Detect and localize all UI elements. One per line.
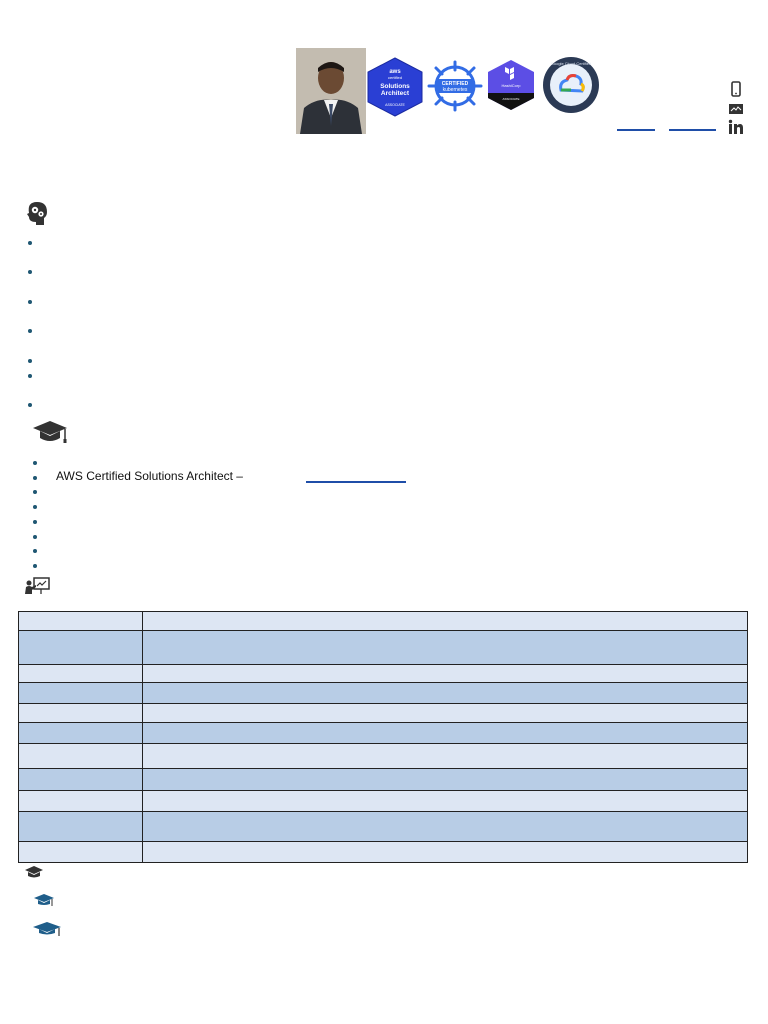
- table-row: [19, 769, 748, 791]
- aws-certification-text: AWS Certified Solutions Architect –: [56, 469, 243, 483]
- cert-bullet: [33, 505, 37, 509]
- aws-certification-link[interactable]: [306, 481, 406, 483]
- table-row: [19, 631, 748, 665]
- table-row: [19, 812, 748, 842]
- email-link[interactable]: [617, 129, 655, 131]
- skill-bullet: [28, 374, 32, 378]
- svg-text:Architect: Architect: [380, 90, 410, 97]
- graduation-cap-icon: [32, 419, 68, 445]
- table-row: [19, 683, 748, 704]
- cert-bullet: [33, 564, 37, 568]
- table-row: [19, 744, 748, 769]
- table-row: [19, 704, 748, 723]
- table-row: [19, 612, 748, 631]
- linkedin-icon[interactable]: [728, 119, 744, 135]
- cert-bullet: [33, 535, 37, 539]
- cert-bullet: [33, 476, 37, 480]
- table-row: [19, 665, 748, 683]
- phone-icon[interactable]: [728, 81, 744, 97]
- table-row: [19, 842, 748, 863]
- skill-bullet: [28, 403, 32, 407]
- cert-bullet: [33, 461, 37, 465]
- skill-bullet: [28, 329, 32, 333]
- skill-bullet: [28, 300, 32, 304]
- presentation-icon: [24, 577, 50, 595]
- skill-bullet: [28, 241, 32, 245]
- graduation-cap-icon: [24, 865, 44, 879]
- svg-text:CERTIFIED: CERTIFIED: [441, 81, 469, 87]
- cert-bullet: [33, 549, 37, 553]
- graduation-cap-icon: [33, 921, 63, 937]
- cert-bullet: [33, 490, 37, 494]
- svg-text:ASSOCIATE: ASSOCIATE: [502, 97, 520, 101]
- brain-gears-icon: [26, 201, 48, 227]
- skill-bullet: [28, 270, 32, 274]
- badge-text: aws: [389, 69, 401, 75]
- mail-icon[interactable]: [728, 102, 744, 118]
- aws-certified-badge: [366, 57, 424, 117]
- svg-text:kubernetes: kubernetes: [442, 87, 468, 93]
- google-cloud-badge: [541, 56, 601, 114]
- table-row: [19, 791, 748, 812]
- graduation-cap-icon: [33, 893, 55, 907]
- svg-text:HashiCorp: HashiCorp: [501, 83, 521, 88]
- linkedin-link[interactable]: [669, 129, 716, 131]
- cka-badge: [426, 60, 484, 112]
- skill-bullet: [28, 359, 32, 363]
- svg-text:Solutions: Solutions: [380, 83, 410, 90]
- svg-text:Google Cloud Certified: Google Cloud Certified: [550, 61, 592, 66]
- experience-table: [18, 611, 748, 863]
- table-row: [19, 723, 748, 744]
- terraform-badge: [487, 59, 535, 111]
- svg-text:ASSOCIATE: ASSOCIATE: [385, 103, 405, 107]
- cert-bullet: [33, 520, 37, 524]
- svg-text:certified: certified: [387, 75, 403, 80]
- profile-photo: [296, 48, 366, 134]
